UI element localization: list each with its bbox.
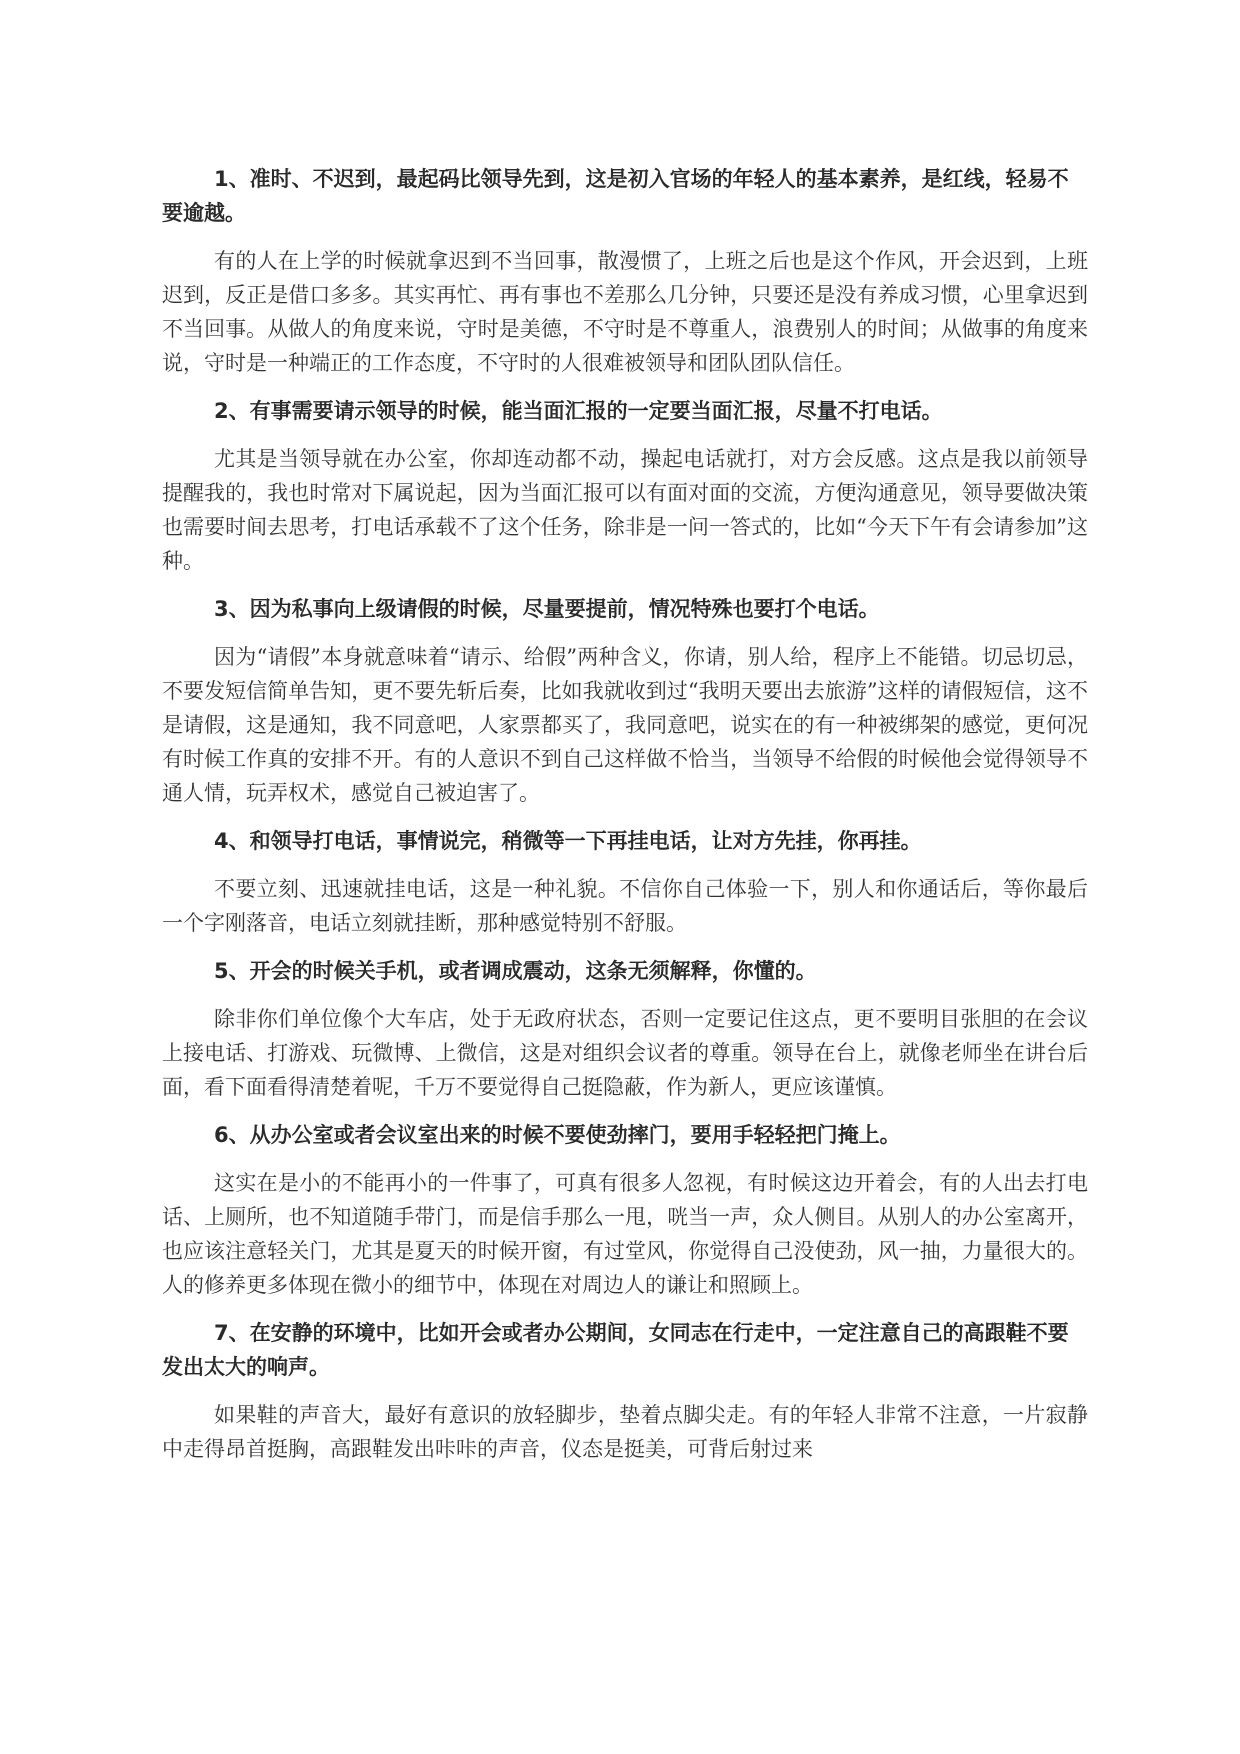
section-4-heading: 4、和领导打电话，事情说完，稍微等一下再挂电话，让对方先挂，你再挂。 — [214, 829, 922, 853]
section-1-heading: 1、准时、不迟到，最起码比领导先到，这是初入官场的年轻人的基本素养，是红线，轻易不要逾越。 — [162, 167, 1069, 225]
section-6-body: 这实在是小的不能再小的一件事了，可真有很多人忽视，有时候这边开着会，有的人出去打电话、上厕所，也不知道随手带门，而是信手那么一甩，咣当一声，众人侧目。从别人的办公室离开，也应该注意轻关门，尤其是夏天的时候开窗，有过堂风，你觉得自己没使劲，风一抽，力量很大的。人的修养更多体现在微小的细节中，体现在对周边人的谦让和照顾上。 — [162, 1171, 1088, 1297]
section-2-body: 尤其是当领导就在办公室，你却连动都不动，操起电话就打，对方会反感。这点是我以前领导提醒我的，我也时常对下属说起，因为当面汇报可以有面对面的交流，方便沟通意见，领导要做决策也需要时间去思考，打电话承载不了这个任务，除非是一问一答式的，比如“今天下午有会请参加”这种。 — [162, 447, 1088, 573]
section-3-body: 因为“请假”本身就意味着“请示、给假”两种含义，你请，别人给，程序上不能错。切忌切忌，不要发短信简单告知，更不要先斩后奏，比如我就收到过“我明天要出去旅游”这样的请假短信，这不是请假，这是通知，我不同意吧，人家票都买了，我同意吧，说实在的有一种被绑架的感觉，更何况有时候工作真的安排不开。有的人意识不到自己这样做不恰当，当领导不给假的时候他会觉得领导不通人情，玩弄权术，感觉自己被迫害了。 — [162, 645, 1088, 805]
section-3-heading: 3、因为私事向上级请假的时候，尽量要提前，情况特殊也要打个电话。 — [214, 597, 880, 621]
section-7-heading: 7、在安静的环境中，比如开会或者办公期间，女同志在行走中，一定注意自己的高跟鞋不要发出太大的响声。 — [162, 1321, 1069, 1379]
section-5-body: 除非你们单位像个大车店，处于无政府状态，否则一定要记住这点，更不要明目张胆的在会议上接电话、打游戏、玩微博、上微信，这是对组织会议者的尊重。领导在台上，就像老师坐在讲台后面，看下面看得清楚着呢，千万不要觉得自己挺隐蔽，作为新人，更应该谨慎。 — [162, 1007, 1088, 1099]
section-5-heading: 5、开会的时候关手机，或者调成震动，这条无须解释，你懂的。 — [214, 959, 817, 983]
document-page — [162, 162, 1088, 1480]
section-7-body: 如果鞋的声音大，最好有意识的放轻脚步，垫着点脚尖走。有的年轻人非常不注意，一片寂静中走得昂首挺胸，高跟鞋发出咔咔的声音，仪态是挺美，可背后射过来 — [162, 1403, 1088, 1461]
section-1-body: 有的人在上学的时候就拿迟到不当回事，散漫惯了，上班之后也是这个作风，开会迟到，上班迟到，反正是借口多多。其实再忙、再有事也不差那么几分钟，只要还是没有养成习惯，心里拿迟到不当回事。从做人的角度来说，守时是美德，不守时是不尊重人，浪费别人的时间；从做事的角度来说，守时是一种端正的工作态度，不守时的人很难被领导和团队团队信任。 — [162, 249, 1088, 375]
section-2-heading: 2、有事需要请示领导的时候，能当面汇报的一定要当面汇报，尽量不打电话。 — [214, 399, 943, 423]
section-6-heading: 6、从办公室或者会议室出来的时候不要使劲摔门，要用手轻轻把门掩上。 — [214, 1123, 901, 1147]
section-4-body: 不要立刻、迅速就挂电话，这是一种礼貌。不信你自己体验一下，别人和你通话后，等你最后一个字刚落音，电话立刻就挂断，那种感觉特别不舒服。 — [162, 877, 1088, 935]
